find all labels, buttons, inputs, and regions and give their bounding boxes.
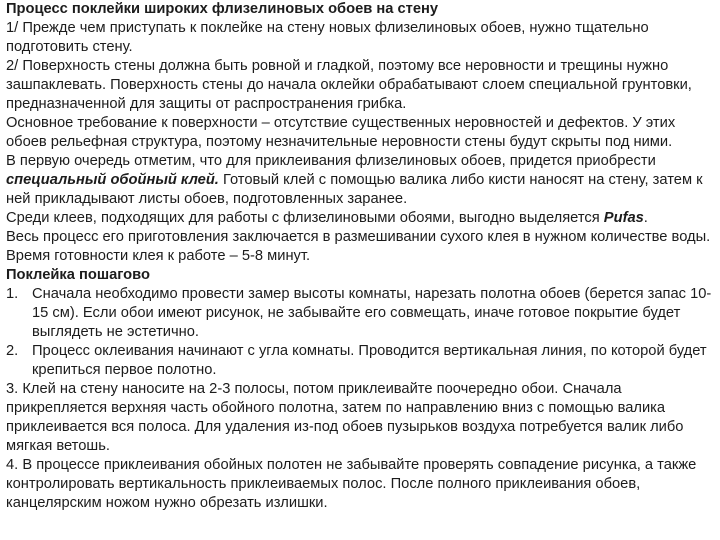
brand-name: Pufas bbox=[603, 210, 644, 226]
document-body bbox=[6, 0, 714, 513]
paragraph-2: 2/ Поверхность стены должна быть ровной и гладкой, поэтому все неровности и трещины нужно зашпаклевать. Поверхность стены до начала оклейки обрабатывают слоем специальной грунтовки, предназначенной для защиты от распространения грибка. bbox=[6, 58, 692, 112]
step-4: 4. В процессе приклеивания обойных полотен не забывайте проверять совпадение рисунка, а также контролировать вертикальность приклеиваемых полос. После полного приклеивания обоев, канцелярским ножом нужно обрезать излишки. bbox=[6, 457, 697, 511]
list-item bbox=[6, 342, 714, 380]
list-item-text: Сначала необходимо провести замер высоты комнаты, нарезать полотна обоев (берется запас 10-15 см). Если обои имеют рисунок, не забывайте его совмещать, иначе готовое покрытие будет выглядеть не эстетично. bbox=[32, 286, 712, 340]
paragraph-5-intro: Среди клеев, подходящих для работы с флизелиновыми обоями, выгодно выделяется bbox=[6, 210, 604, 226]
paragraph-5-end: . bbox=[643, 210, 648, 226]
list-item-number: 2. bbox=[6, 343, 19, 359]
paragraph-3: Основное требование к поверхности – отсутствие существенных неровностей и дефектов. У этих обоев рельефная структура, поэтому незначительные неровности стены будут скрыты под ними. bbox=[6, 115, 676, 150]
paragraph-6: Весь процесс его приготовления заключается в размешивании сухого клея в нужном количестве воды. Время готовности клея к работе – 5-8 минут. bbox=[6, 229, 711, 264]
paragraph-4-intro: В первую очередь отметим, что для приклеивания флизелиновых обоев, придется приобрести bbox=[6, 153, 656, 169]
document-title: Процесс поклейки широких флизелиновых обоев на стену bbox=[6, 1, 439, 17]
paragraph-5 bbox=[6, 209, 714, 228]
glue-emphasis: специальный обойный клей. bbox=[6, 172, 219, 188]
paragraph-4 bbox=[6, 152, 714, 209]
list-item-text: Процесс оклеивания начинают с угла комнаты. Проводится вертикальная линия, по которой будет крепиться первое полотно. bbox=[32, 343, 707, 378]
paragraph-1: 1/ Прежде чем приступать к поклейке на стену новых флизелиновых обоев, нужно тщательно подготовить стену. bbox=[6, 20, 649, 55]
list-item bbox=[6, 285, 714, 342]
step-3: 3. Клей на стену наносите на 2-3 полосы, потом приклеивайте поочередно обои. Сначала прикрепляется верхняя часть обойного полотна, затем по направлению вниз с помощью валика приклеивается вся полоса. Для удаления из-под обоев пузырьков воздуха потребуется валик либо мягкая ветошь. bbox=[6, 381, 684, 454]
list-item-number: 1. bbox=[6, 286, 19, 302]
paragraph-4-rest: Готовый клей с помощью валика либо кисти наносят на стену, затем к ней прикладывают листы обоев, подготовленных заранее. bbox=[6, 172, 703, 207]
steps-heading: Поклейка пошагово bbox=[6, 267, 150, 283]
